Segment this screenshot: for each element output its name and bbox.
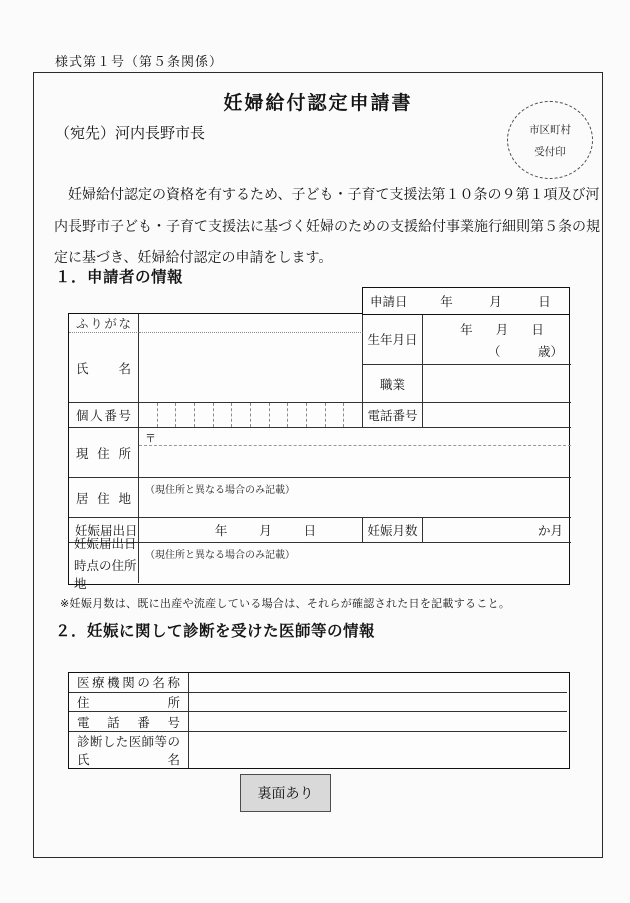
addressee-line: （宛先）河内長野市長 (55, 125, 206, 142)
day-unit: 日 (531, 323, 544, 337)
digit-box[interactable] (231, 403, 250, 427)
digit-box[interactable] (213, 403, 232, 427)
months-footnote: ※妊娠月数は、既に出産や流産している場合は、それらが確認された日を記載すること。 (60, 598, 511, 610)
occupation-label: 職業 (363, 365, 423, 403)
postal-mark: 〒 (145, 433, 156, 445)
statement-line: 内長野市子ども・子育て支援法に基づく妊婦のための支援給付事業施行細則第５条の規 (54, 217, 600, 234)
pregnancy-notification-date-input-cell[interactable] (139, 518, 363, 543)
pregnancy-months-label: 妊娠月数 (363, 518, 423, 543)
application-date-label: 申請日 (370, 294, 408, 309)
address-at-notification-label: 妊娠届出日 時点の住所地 (69, 543, 139, 583)
back-side-notice: 裏面あり (240, 774, 331, 812)
institution-phone-label: 電話番号 (69, 712, 189, 732)
form-number: 様式第１号（第５条関係） (55, 54, 224, 69)
application-statement (54, 179, 600, 274)
digit-box[interactable] (194, 403, 213, 427)
personal-number-digit-boxes[interactable] (139, 403, 363, 428)
address-at-notification-input-cell[interactable] (139, 543, 571, 583)
day-unit: 日 (303, 524, 317, 538)
statement-line: 妊婦給付認定の資格を有するため、子ども・子育て支援法第１０条の９第１項及び河 (54, 186, 600, 202)
month-unit: 月 (495, 323, 509, 337)
doctor-name-input-cell[interactable] (189, 732, 567, 768)
digit-box[interactable] (325, 403, 344, 427)
stamp-line2: 受付印 (534, 145, 566, 158)
digit-box[interactable] (139, 403, 157, 427)
digit-box[interactable] (287, 403, 306, 427)
name-input-cell[interactable] (139, 333, 363, 403)
furigana-label: ふりがな (69, 314, 139, 333)
months-unit: か月 (537, 524, 563, 538)
name-label: 氏名 (69, 333, 139, 403)
birthdate-label: 生年月日 (363, 314, 423, 365)
year-unit: 年 (214, 524, 228, 538)
digit-box[interactable] (250, 403, 269, 427)
doctor-info-table (68, 672, 570, 769)
application-date-field[interactable] (362, 287, 570, 315)
phone-label: 電話番号 (363, 403, 423, 428)
age-unit: （ 歳） (487, 345, 563, 359)
institution-address-input-cell[interactable] (189, 693, 567, 713)
day-unit: 日 (538, 294, 551, 309)
residence-note: （現住所と異なる場合のみ記載） (145, 485, 295, 496)
postal-code-line[interactable] (139, 428, 571, 446)
birthdate-input-cell[interactable] (423, 314, 571, 365)
section2-heading: ２．妊娠に関して診断を受けた医師等の情報 (55, 623, 376, 640)
digit-box[interactable] (306, 403, 325, 427)
month-unit: 月 (259, 524, 272, 538)
pregnancy-months-input-cell[interactable] (423, 518, 571, 543)
medical-institution-input-cell[interactable] (189, 673, 567, 693)
occupation-input-cell[interactable] (423, 365, 571, 403)
reception-stamp-circle (507, 101, 593, 179)
page-title: 妊婦給付認定申請書 (223, 93, 413, 114)
doctor-name-label: 診断した医師等の氏名 (69, 732, 189, 768)
residence-input-cell[interactable] (139, 478, 571, 518)
institution-address-label: 住所 (69, 693, 189, 713)
address-at-notification-note: （現住所と異なる場合のみ記載） (145, 550, 295, 561)
digit-box[interactable] (269, 403, 288, 427)
digit-box[interactable] (175, 403, 194, 427)
month-unit: 月 (489, 294, 502, 309)
stamp-line1: 市区町村 (529, 123, 571, 136)
institution-phone-input-cell[interactable] (189, 712, 567, 732)
pregnancy-notification-date-label: 妊娠届出日 (69, 518, 139, 543)
furigana-input-cell[interactable] (139, 314, 363, 333)
medical-institution-label: 医療機関の名称 (69, 673, 189, 693)
personal-number-label: 個人番号 (69, 403, 139, 428)
current-address-label: 現住所 (69, 428, 139, 478)
current-address-input-cell[interactable] (139, 428, 571, 478)
phone-input-cell[interactable] (423, 403, 571, 428)
digit-box[interactable] (157, 403, 176, 427)
digit-box[interactable] (343, 403, 362, 427)
residence-label: 居住地 (69, 478, 139, 518)
applicant-info-table (68, 313, 570, 591)
year-unit: 年 (460, 323, 473, 337)
statement-line: 定に基づき、妊婦給付認定の申請をします。 (54, 249, 333, 265)
section1-heading: １．申請者の情報 (55, 269, 184, 286)
year-unit: 年 (440, 294, 453, 309)
